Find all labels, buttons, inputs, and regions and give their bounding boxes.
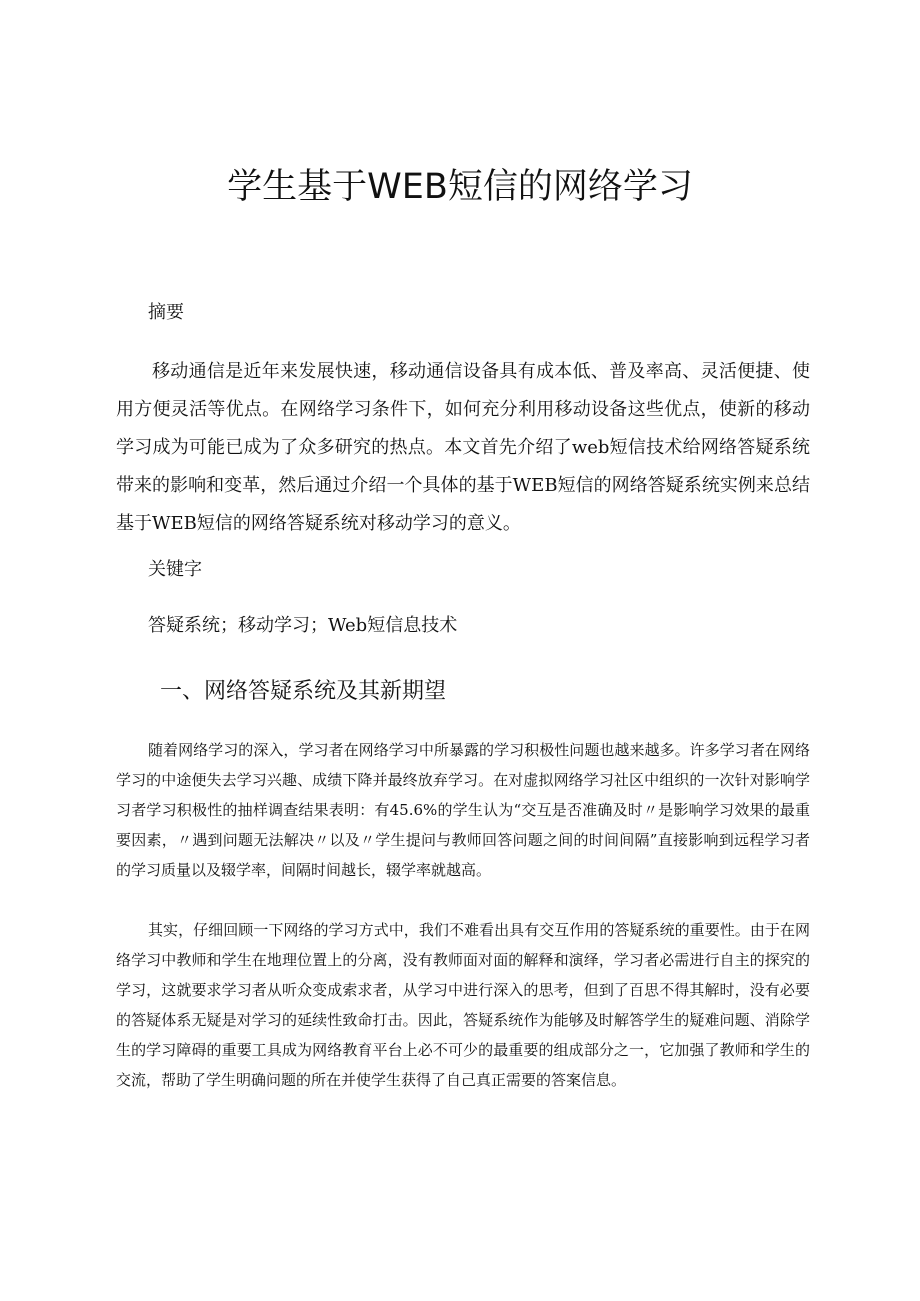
body-paragraph-2: 其实，仔细回顾一下网络的学习方式中，我们不难看出具有交互作用的答疑系统的重要性。由于在网络学习中教师和学生在地理位置上的分离，没有教师面对面的解释和演绎，学习者必需进行自主的探究的学习，这就要求学习者从听众变成索求者，从学习中进行深入的思考，但到了百思不得其解时，没有必要的答疑体系无疑是对学习的延续性致命打击。因此，答疑系统作为能够及时解答学生的疑难问题、消除学生的学习障碍的重要工具成为网络教育平台上必不可少的最重要的组成部分之一，它加强了教师和学生的交流，帮助了学生明确问题的所在并使学生获得了自己真正需要的答案信息。 <box>116 921 810 1089</box>
abstract-text: 移动通信是近年来发展快速，移动通信设备具有成本低、普及率高、灵活便捷、使用方便灵活等优点。在网络学习条件下，如何充分利用移动设备这些优点，使新的移动学习成为可能已成为了众多研究的热点。本文首先介绍了web短信技术给网络答疑系统带来的影响和变革，然后通过介绍一个具体的基于WEB短信的网络答疑系统实例来总结基于WEB短信的网络答疑系统对移动学习的意义。 <box>116 361 810 534</box>
section-1-heading: 一、网络答疑系统及其新期望 <box>160 679 447 704</box>
abstract-label: 摘要 <box>148 302 184 323</box>
body-paragraph-1: 随着网络学习的深入，学习者在网络学习中所暴露的学习积极性问题也越来越多。许多学习者在网络学习的中途便失去学习兴趣、成绩下降并最终放弃学习。在对虚拟网络学习社区中组织的一次针对影响学习者学习积极性的抽样调查结果表明：有45.6%的学生认为“交互是否准确及时〃是影响学习效果的最重要因素，〃遇到问题无法解决〃以及〃学生提问与教师回答问题之间的时间间隔”直接影响到远程学习者的学习质量以及辍学率，间隔时间越长，辍学率就越高。 <box>116 741 810 879</box>
keywords-text: 答疑系统；移动学习；Web短信息技术 <box>148 615 458 636</box>
document-title: 学生基于WEB短信的网络学习 <box>227 167 693 207</box>
keywords-label: 关键字 <box>148 559 202 580</box>
